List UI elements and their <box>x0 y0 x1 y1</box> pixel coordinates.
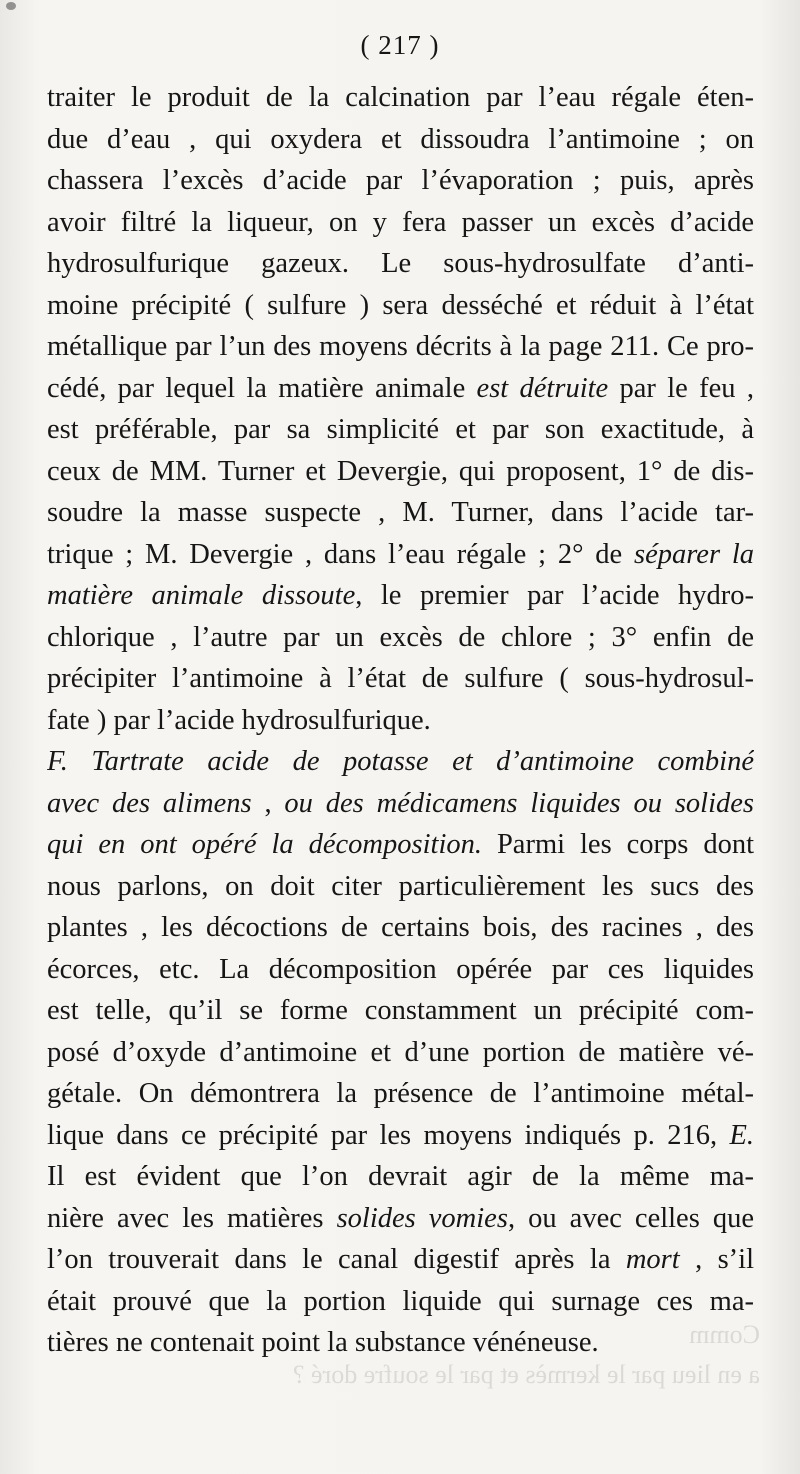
show-through-text: Comm a en lieu par le kermès et par le soufre doré ? <box>292 1320 760 1389</box>
text-segment: gétale. On démontrera la présence de l’antimoine métal- <box>47 1078 754 1109</box>
text-segment: fate ) par l’acide hydrosulfurique. <box>47 704 431 736</box>
text-line <box>47 783 754 825</box>
text-line <box>47 658 754 700</box>
text-line <box>47 119 754 161</box>
text-segment: ceux de MM. Turner et Devergie, qui proposent, 1° de dis- <box>47 455 754 487</box>
text-line <box>47 1198 754 1240</box>
text-line <box>47 202 754 244</box>
text-segment: nière avec les matières <box>47 1202 337 1234</box>
text-segment: avoir filtré la liqueur, on y fera passer un excès d’acide <box>47 206 754 238</box>
italic-text-segment: matière animale dissoute <box>47 580 356 611</box>
text-line <box>47 243 754 285</box>
text-line <box>47 990 754 1032</box>
text-segment: posé d’oxyde d’antimoine et d’une portion de matière vé- <box>47 1036 754 1068</box>
text-line <box>47 1032 754 1074</box>
text-segment: l’on trouverait dans le canal digestif après la <box>47 1244 626 1275</box>
text-line <box>47 1239 754 1281</box>
text-line <box>47 949 754 991</box>
text-segment: lique dans ce précipité par les moyens indiqués p. 216, <box>47 1119 730 1151</box>
text-segment: chlorique , l’autre par un excès de chlore ; 3° enfin de <box>47 621 754 653</box>
text-segment: , <box>251 787 285 819</box>
text-line <box>47 368 754 410</box>
italic-text-segment: E. <box>729 1119 754 1151</box>
text-segment: métallique par l’un des moyens décrits à la page 211. Ce pro- <box>47 331 754 362</box>
text-segment: hydrosulfurique gazeux. Le sous-hydrosulfate d’anti- <box>47 248 754 279</box>
text-line <box>47 741 754 783</box>
text-segment: , s’il <box>679 1244 754 1275</box>
text-line <box>47 77 754 119</box>
text-segment: nous parlons, on doit citer particulièrement les sucs des <box>47 870 754 902</box>
text-line <box>47 285 754 327</box>
text-segment: soudre la masse suspecte , M. Turner, dans l’acide tar- <box>47 497 754 528</box>
text-line <box>47 160 754 202</box>
text-segment: cédé, par lequel la matière animale <box>47 372 477 404</box>
text-segment: trique ; M. Devergie , dans l’eau régale ; 2° de <box>47 538 635 570</box>
text-line <box>47 409 754 451</box>
text-line <box>47 326 754 368</box>
italic-text-segment: mort <box>625 1244 680 1275</box>
text-line <box>47 866 754 908</box>
text-segment: traiter le produit de la calcination par l’eau régale éten- <box>47 82 754 113</box>
text-line <box>47 907 754 949</box>
text-segment: Il est évident que l’on devrait agir de la même ma- <box>47 1161 754 1192</box>
italic-text-segment: avec des alimens <box>47 787 252 819</box>
italic-text-segment: qui en ont opéré la décomposition. <box>47 829 482 860</box>
body-text <box>47 77 754 1364</box>
text-line <box>47 1073 754 1115</box>
italic-text-segment: est détruite <box>476 372 609 404</box>
text-line <box>47 700 754 742</box>
text-line <box>47 1115 754 1157</box>
text-segment: par le feu , <box>608 372 754 404</box>
italic-text-segment: ou des médicamens liquides ou solides <box>284 787 754 819</box>
text-line <box>47 617 754 659</box>
text-segment: due d’eau , qui oxydera et dissoudra l’antimoine ; on <box>47 123 754 155</box>
ink-spot <box>6 2 16 10</box>
text-segment: chassera l’excès d’acide par l’évaporation ; puis, après <box>47 165 754 196</box>
text-segment: était prouvé que la portion liquide qui surnage ces ma- <box>47 1285 754 1317</box>
text-segment: est préférable, par sa simplicité et par son exactitude, à <box>47 414 754 445</box>
italic-text-segment: séparer la <box>634 538 754 570</box>
text-line <box>47 492 754 534</box>
italic-text-segment: solides vomies <box>336 1202 508 1234</box>
text-line <box>47 534 754 576</box>
text-segment: plantes , les décoctions de certains bois, des racines , des <box>47 912 754 943</box>
text-segment: Parmi les corps dont <box>481 829 754 860</box>
text-segment: , le premier par l’acide hydro- <box>355 580 754 611</box>
text-segment: est telle, qu’il se forme constamment un précipité com- <box>47 995 754 1026</box>
text-segment: tières ne contenait point la substance vénéneuse. <box>47 1327 599 1358</box>
text-line <box>47 1156 754 1198</box>
text-segment: moine précipité ( sulfure ) sera desséché et réduit à l’état <box>47 289 754 321</box>
text-line <box>47 451 754 493</box>
italic-text-segment: F. Tartrate acide de potasse et d’antimoine combiné <box>47 746 754 777</box>
text-line <box>47 575 754 617</box>
text-segment: écorces, etc. La décomposition opérée par ces liquides <box>47 953 754 985</box>
text-line <box>47 824 754 866</box>
text-segment: , ou avec celles que <box>507 1202 754 1234</box>
page-number: ( 217 ) <box>360 30 440 60</box>
text-segment: précipiter l’antimoine à l’état de sulfure ( sous-hydrosul- <box>47 663 754 694</box>
